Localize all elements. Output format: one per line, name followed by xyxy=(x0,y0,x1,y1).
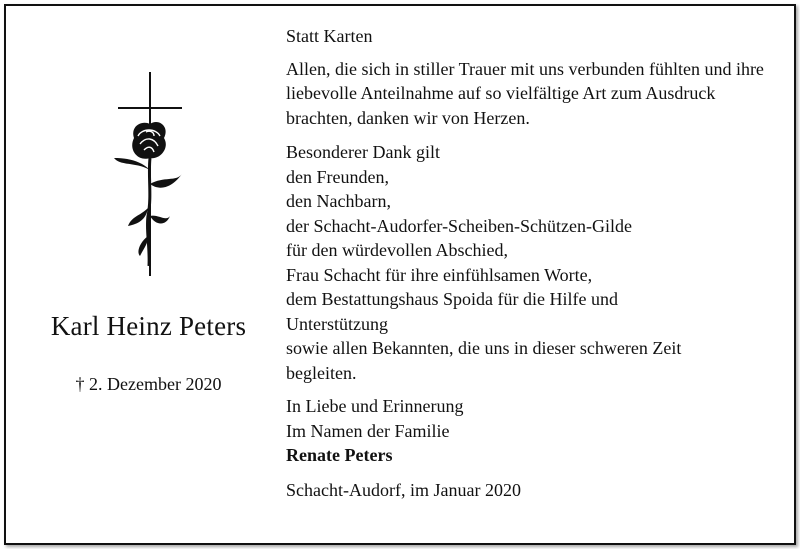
thanks-line: dem Bestattungshaus Spoida für die Hilfe und xyxy=(286,289,618,309)
deceased-name: Karl Heinz Peters xyxy=(50,311,247,341)
thanks-line: Frau Schacht für ihre einfühlsamen Worte, xyxy=(286,264,593,285)
thanks-line: für den würdevollen Abschied, xyxy=(286,240,508,260)
obituary-frame xyxy=(4,4,796,545)
thanks-list xyxy=(286,140,786,385)
death-date: † 2. Dezember 2020 xyxy=(75,374,222,394)
thanks-line: den Nachbarn, xyxy=(286,191,391,211)
signer-name: Renate Peters xyxy=(286,445,393,465)
intro-paragraph: Allen, die sich in stiller Trauer mit uns verbunden fühlten und ihre liebevolle Anteilnahme auf so vielfältige Art zum Ausdruck brachten, danken wir von Herzen. xyxy=(286,58,764,128)
thanks-line: begleiten. xyxy=(286,362,357,383)
salutation: Statt Karten xyxy=(286,26,373,46)
thanks-line: den Freunden, xyxy=(286,166,389,187)
cross-with-rose-icon xyxy=(106,66,186,276)
thanks-line: Unterstützung xyxy=(286,313,388,334)
closing-line: In Liebe und Erinnerung xyxy=(286,396,464,416)
closing xyxy=(286,394,786,468)
place-date: Schacht-Audorf, im Januar 2020 xyxy=(286,479,521,500)
closing-line: Im Namen der Familie xyxy=(286,420,450,441)
thanks-line: der Schacht-Audorfer-Scheiben-Schützen-Gilde xyxy=(286,215,632,236)
deceased-panel xyxy=(6,6,291,543)
thanks-line: Besonderer Dank gilt xyxy=(286,142,440,162)
thanks-line: sowie allen Bekannten, die uns in dieser schweren Zeit xyxy=(286,338,682,358)
notice-text xyxy=(286,24,786,502)
